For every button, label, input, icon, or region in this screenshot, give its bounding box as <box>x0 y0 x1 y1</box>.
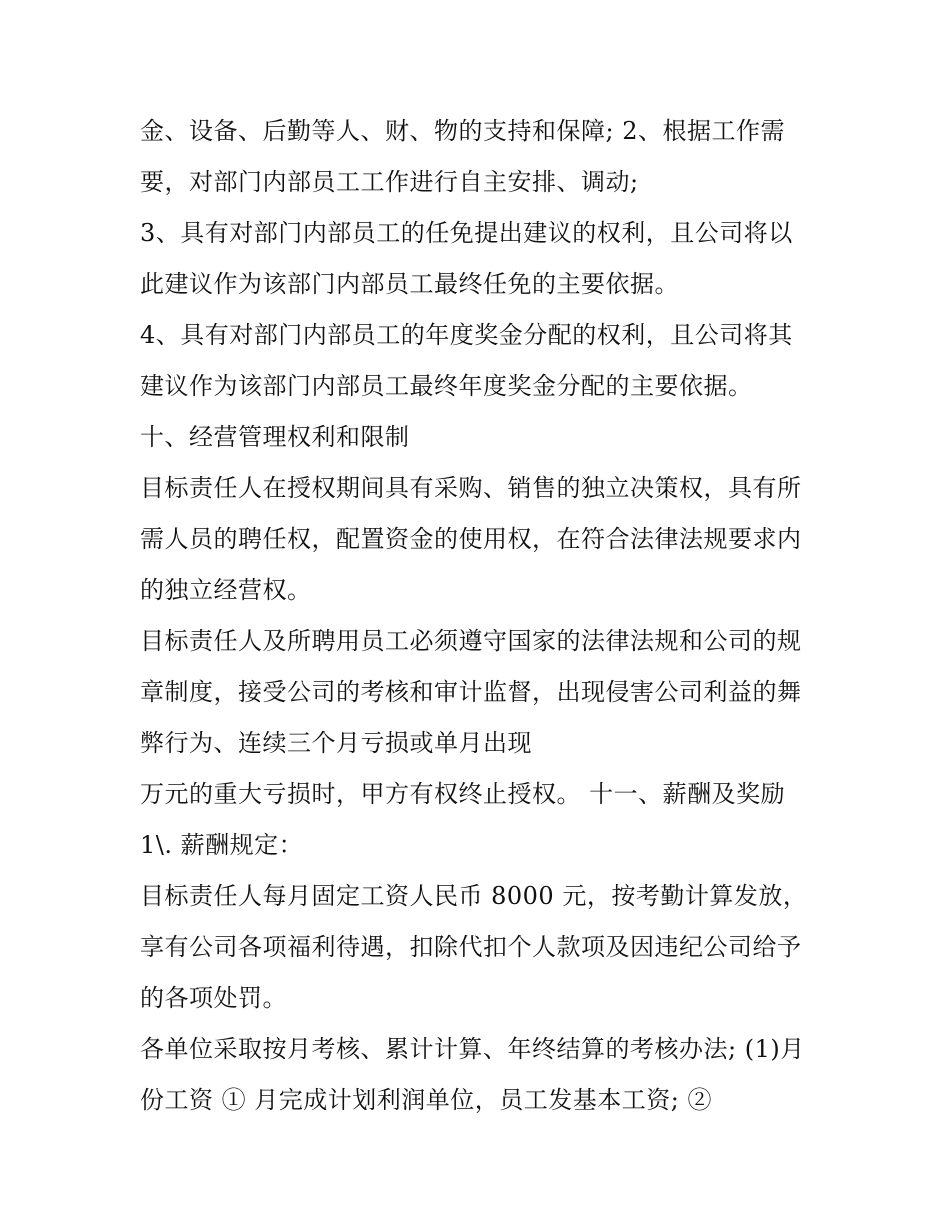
text-line-3: 3、具有对部门内部员工的任免提出建议的权利，且公司将以 <box>140 219 793 247</box>
text-line-4: 此建议作为该部门内部员工最终任免的主要依据。 <box>140 270 679 298</box>
text-line-19: 各单位采取按月考核、累计计算、年终结算的考核办法; (1)月 <box>140 1035 805 1063</box>
text-line-16: 目标责任人每月固定工资人民币 8000 元，按考勤计算发放， <box>140 882 808 910</box>
text-line-1: 金、设备、后勤等人、财、物的支持和保障; 2、根据工作需 <box>140 117 785 145</box>
subsection-heading-salary: 1\. 薪酬规定： <box>140 831 304 859</box>
text-line-17: 享有公司各项福利待遇，扣除代扣个人款项及因违纪公司给予 <box>140 933 802 961</box>
text-line-9: 需人员的聘任权，配置资金的使用权，在符合法律法规要求内 <box>140 525 802 553</box>
text-line-11: 目标责任人及所聘用员工必须遵守国家的法律法规和公司的规 <box>140 627 802 655</box>
text-line-13: 弊行为、连续三个月亏损或单月出现 <box>140 729 532 757</box>
text-line-12: 章制度，接受公司的考核和审计监督，出现侵害公司利益的舞 <box>140 678 802 706</box>
text-line-10: 的独立经营权。 <box>140 576 312 604</box>
text-line-8: 目标责任人在授权期间具有采购、销售的独立决策权，具有所 <box>140 474 802 502</box>
text-line-18: 的各项处罚。 <box>140 984 287 1012</box>
section-heading-10: 十、经营管理权利和限制 <box>140 423 410 451</box>
text-line-20: 份工资 ① 月完成计划利润单位，员工发基本工资; ② <box>140 1086 712 1114</box>
text-line-6: 建议作为该部门内部员工最终年度奖金分配的主要依据。 <box>140 372 753 400</box>
document-body <box>140 106 840 1126</box>
text-line-2: 要，对部门内部员工工作进行自主安排、调动; <box>140 168 639 196</box>
text-line-14: 万元的重大亏损时，甲方有权终止授权。 十一、薪酬及奖励 <box>140 780 786 808</box>
text-line-5: 4、具有对部门内部员工的年度奖金分配的权利，且公司将其 <box>140 321 793 349</box>
